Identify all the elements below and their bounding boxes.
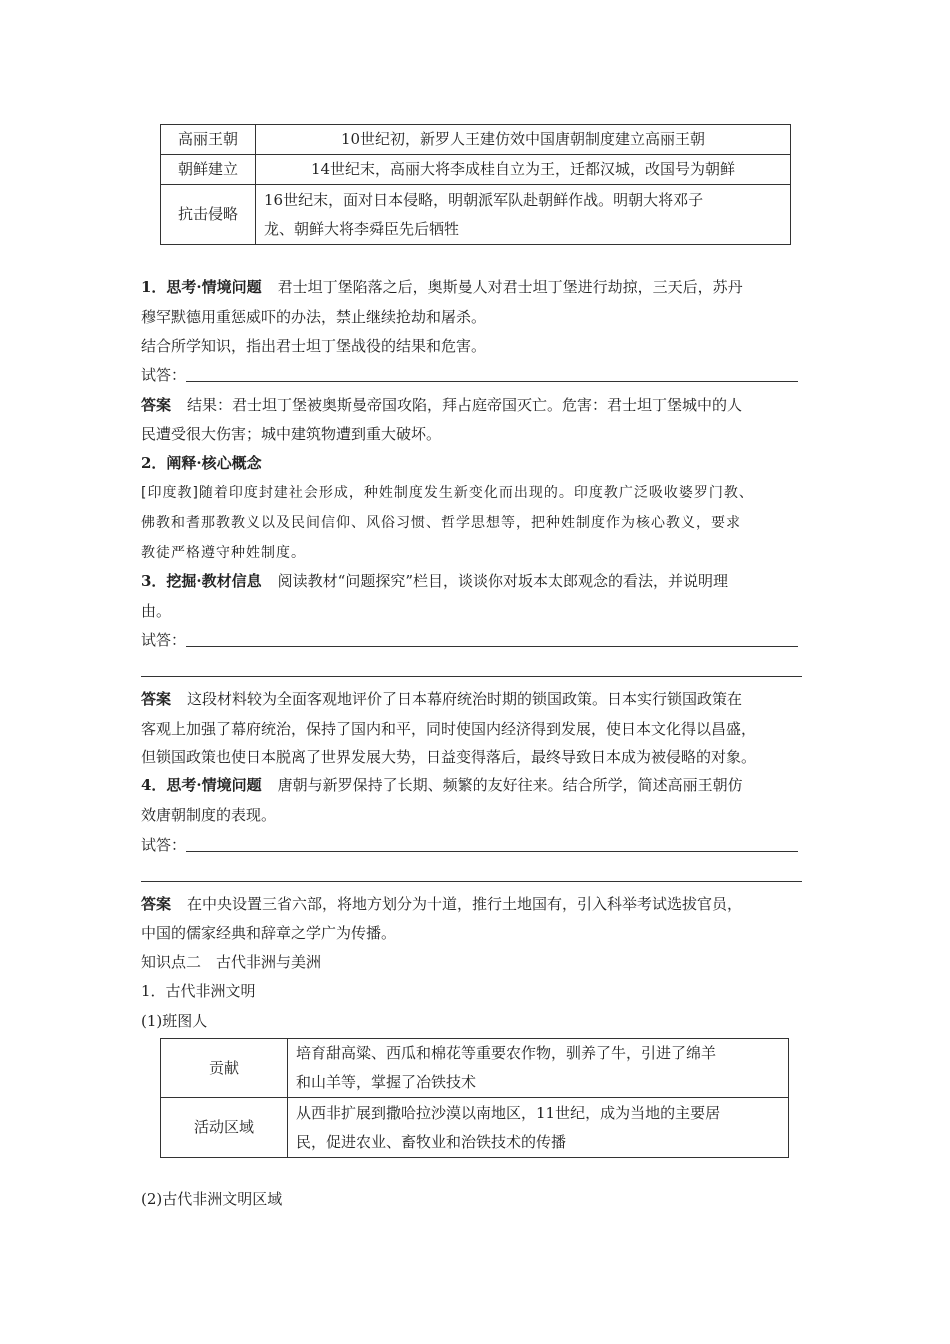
question-label: 3．挖掘·教材信息	[141, 572, 262, 590]
answer-blank-line[interactable]	[141, 675, 802, 677]
table-key-cell: 朝鲜建立	[161, 155, 256, 185]
table-row	[161, 185, 791, 245]
answer-block	[141, 889, 821, 919]
answer-text: 这段材料较为全面客观地评价了日本幕府统治时期的锁国政策。日本实行锁国政策在	[187, 690, 743, 708]
answer-label: 答案	[141, 690, 172, 708]
answer-text-line: 民遭受很大伤害；城中建筑物遭到重大破坏。	[141, 425, 442, 443]
answer-label: 答案	[141, 396, 172, 414]
question-text: 阅读教材“问题探究”栏目，谈谈你对坂本太郎观念的看法，并说明理	[277, 572, 729, 590]
concept-text-line: 教徒严格遵守种姓制度。	[141, 545, 306, 561]
answer-input-row	[141, 830, 821, 860]
bantu-table	[160, 1038, 789, 1158]
question-2-label: 2．阐释·核心概念	[141, 454, 262, 472]
table-value-cell: 14世纪末，高丽大将李成桂自立为王，迁都汉城，改国号为朝鲜	[256, 155, 791, 185]
answer-block	[141, 684, 821, 714]
answer-input-row	[141, 360, 821, 390]
try-label: 试答：	[141, 836, 187, 854]
section-subitem: (1)班图人	[141, 1012, 208, 1030]
answer-text-line: 但锁国政策也使日本脱离了世界发展大势，日益变得落后，最终导致日本成为被侵略的对象。	[141, 748, 757, 766]
answer-label: 答案	[141, 895, 172, 913]
question-3	[141, 566, 821, 596]
table-row	[161, 125, 791, 155]
answer-text-line: 客观上加强了幕府统治，保持了国内和平，同时使国内经济得到发展，使日本文化得以昌盛，	[141, 720, 757, 738]
question-text-line: 结合所学知识，指出君士坦丁堡战役的结果和危害。	[141, 337, 487, 355]
korea-history-table	[160, 124, 791, 245]
question-text: 唐朝与新罗保持了长期、频繁的友好往来。结合所学，简述高丽王朝仿	[277, 776, 743, 794]
cell-line: 16世纪末，面对日本侵略，明朝派军队赴朝鲜作战。明朝大将邓子	[264, 190, 704, 209]
table-value-cell	[288, 1098, 789, 1158]
question-4	[141, 770, 821, 800]
answer-text-line: 中国的儒家经典和辞章之学广为传播。	[141, 924, 397, 942]
answer-input-row	[141, 625, 821, 655]
question-text-line: 穆罕默德用重惩威吓的办法，禁止继续抢劫和屠杀。	[141, 308, 487, 326]
question-text-line: 效唐朝制度的表现。	[141, 806, 277, 824]
question-label: 1．思考·情境问题	[141, 278, 262, 296]
table-key-cell: 活动区域	[161, 1098, 288, 1158]
question-text-line: 由。	[141, 602, 172, 620]
cell-line: 龙、朝鲜大将李舜臣先后牺牲	[264, 219, 460, 238]
question-label: 4．思考·情境问题	[141, 776, 262, 794]
concept-text-line: 佛教和耆那教教义以及民间信仰、风俗习惯、哲学思想等，把种姓制度作为核心教义，要求	[141, 515, 741, 531]
try-label: 试答：	[141, 631, 187, 649]
cell-line: 从西非扩展到撒哈拉沙漠以南地区，11世纪，成为当地的主要居	[296, 1103, 721, 1122]
answer-block	[141, 390, 821, 420]
cell-line: 和山羊等，掌握了冶铁技术	[296, 1073, 477, 1091]
section-item: 1．古代非洲文明	[141, 982, 256, 1000]
question-text: 君士坦丁堡陷落之后，奥斯曼人对君士坦丁堡进行劫掠，三天后，苏丹	[277, 278, 743, 296]
concept-text-line: [印度教]随着印度封建社会形成，种姓制度发生新变化而出现的。印度教广泛吸收婆罗门教、	[141, 485, 754, 501]
table-value-cell: 10世纪初，新罗人王建仿效中国唐朝制度建立高丽王朝	[256, 125, 791, 155]
answer-text: 在中央设置三省六部，将地方划分为十道，推行土地国有，引入科举考试选拔官员，	[187, 895, 743, 913]
table-row	[161, 1039, 789, 1098]
table-key-cell: 抗击侵略	[161, 185, 256, 245]
section-title: 知识点二 古代非洲与美洲	[141, 953, 322, 971]
question-1	[141, 272, 821, 302]
table-row	[161, 1098, 789, 1158]
table-row	[161, 155, 791, 185]
table-key-cell: 高丽王朝	[161, 125, 256, 155]
answer-blank-line[interactable]	[141, 880, 802, 882]
table-value-cell	[256, 185, 791, 245]
answer-blank[interactable]	[186, 626, 798, 647]
table-key-cell: 贡献	[161, 1039, 288, 1098]
cell-line: 民，促进农业、畜牧业和治铁技术的传播	[296, 1132, 567, 1151]
table-value-cell	[288, 1039, 789, 1098]
try-label: 试答：	[141, 366, 187, 384]
answer-text: 结果：君士坦丁堡被奥斯曼帝国攻陷，拜占庭帝国灭亡。危害：君士坦丁堡城中的人	[187, 396, 743, 414]
answer-blank[interactable]	[186, 831, 798, 852]
cell-line: 培育甜高粱、西瓜和棉花等重要农作物，驯养了牛，引进了绵羊	[296, 1044, 717, 1062]
section-subitem: (2)古代非洲文明区域	[141, 1190, 283, 1208]
answer-blank[interactable]	[186, 361, 798, 382]
